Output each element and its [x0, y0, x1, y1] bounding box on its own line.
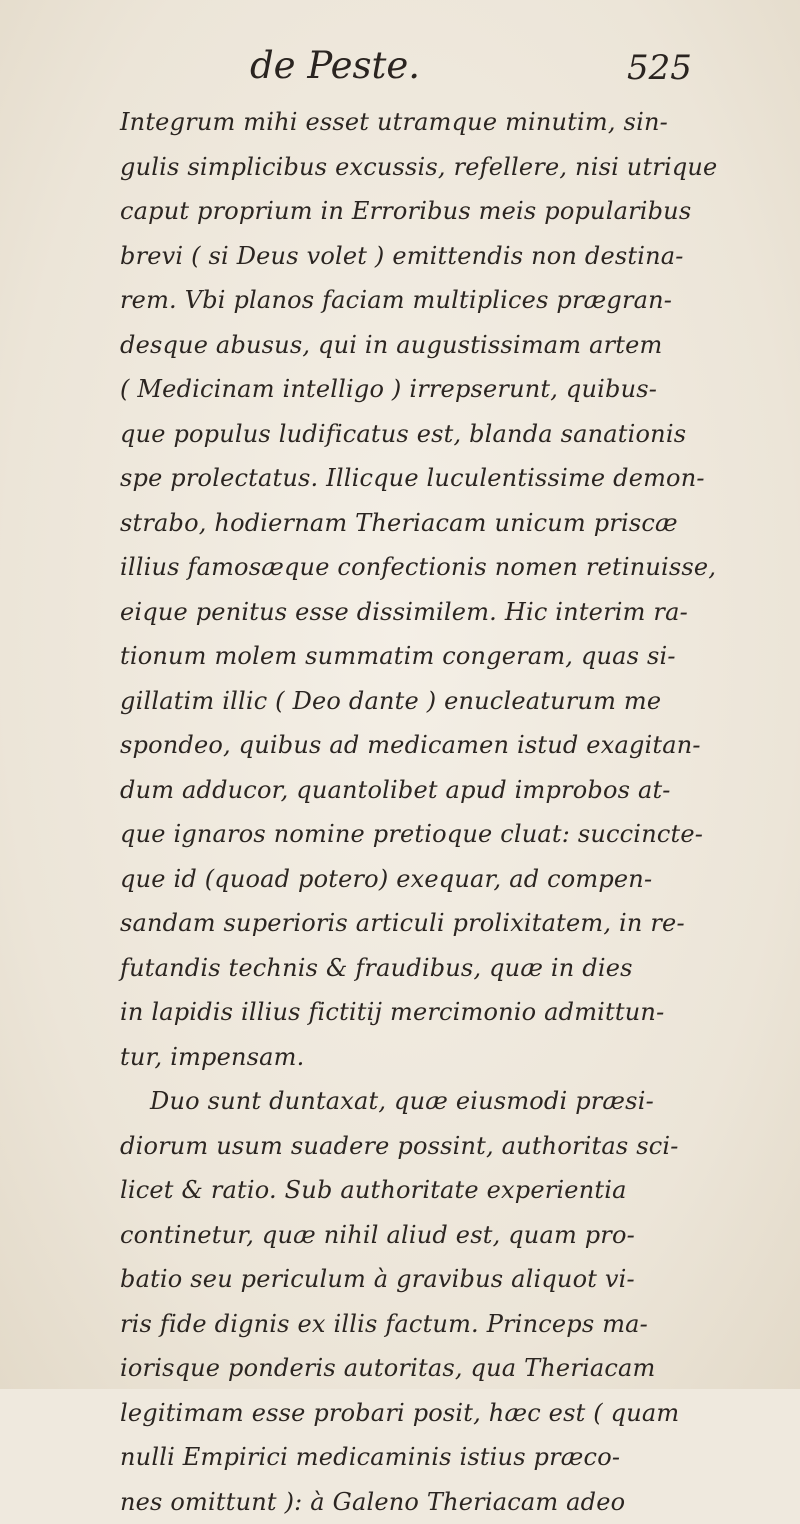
running-head: de Peste. [250, 44, 420, 87]
text-line: licet & ratio. Sub authoritate experientia [120, 1168, 680, 1213]
text-line: continetur, quæ nihil aliud est, quam pro- [120, 1213, 680, 1258]
text-line: legitimam esse probari posit, hæc est ( quam [120, 1391, 680, 1436]
text-line: batio seu periculum à gravibus aliquot vi- [120, 1257, 680, 1302]
text-line: gillatim illic ( Deo dante ) enucleaturum me [120, 679, 680, 724]
page-header [0, 44, 800, 94]
text-line: nulli Empirici medicaminis istius præco- [120, 1435, 680, 1480]
text-line: dum adducor, quantolibet apud improbos at- [120, 768, 680, 813]
paragraph-start-line: Duo sunt duntaxat, quæ eiusmodi præsi- [120, 1079, 680, 1124]
text-line: gulis simplicibus excussis, refellere, nisi utrique [120, 145, 680, 190]
text-line: diorum usum suadere possint, authoritas sci- [120, 1124, 680, 1169]
text-line: que ignaros nomine pretioque cluat: succincte- [120, 812, 680, 857]
text-line: eique penitus esse dissimilem. Hic interim ra- [120, 590, 680, 635]
text-line: brevi ( si Deus volet ) emittendis non destina- [120, 234, 680, 279]
text-line: tionum molem summatim congeram, quas si- [120, 634, 680, 679]
text-line: illius famosæque confectionis nomen retinuisse, [120, 545, 680, 590]
text-line: que populus ludificatus est, blanda sanationis [120, 412, 680, 457]
text-line: spondeo, quibus ad medicamen istud exagitan- [120, 723, 680, 768]
text-line: ( Medicinam intelligo ) irrepserunt, quibus- [120, 367, 680, 412]
text-line: futandis technis & fraudibus, quæ in dies [120, 946, 680, 991]
text-line: desque abusus, qui in augustissimam artem [120, 323, 680, 368]
text-line: ris fide dignis ex illis factum. Princeps ma- [120, 1302, 680, 1347]
text-line: nes omittunt ): à Galeno Theriacam adeo [120, 1480, 680, 1524]
text-line: sandam superioris articuli prolixitatem, in re- [120, 901, 680, 946]
body-text [120, 100, 680, 1524]
text-line: que id (quoad potero) exequar, ad compen- [120, 857, 680, 902]
text-line: strabo, hodiernam Theriacam unicum priscæ [120, 501, 680, 546]
text-line: tur, impensam. [120, 1035, 680, 1080]
text-line: caput proprium in Erroribus meis popularibus [120, 189, 680, 234]
text-line: in lapidis illius fictitij mercimonio admittun- [120, 990, 680, 1035]
text-line: rem. Vbi planos faciam multiplices prægran- [120, 278, 680, 323]
text-line: spe prolectatus. Illicque luculentissime demon- [120, 456, 680, 501]
page-number: 525 [627, 48, 692, 88]
text-line: Integrum mihi esset utramque minutim, sin- [120, 100, 680, 145]
text-line: iorisque ponderis autoritas, qua Theriacam [120, 1346, 680, 1391]
